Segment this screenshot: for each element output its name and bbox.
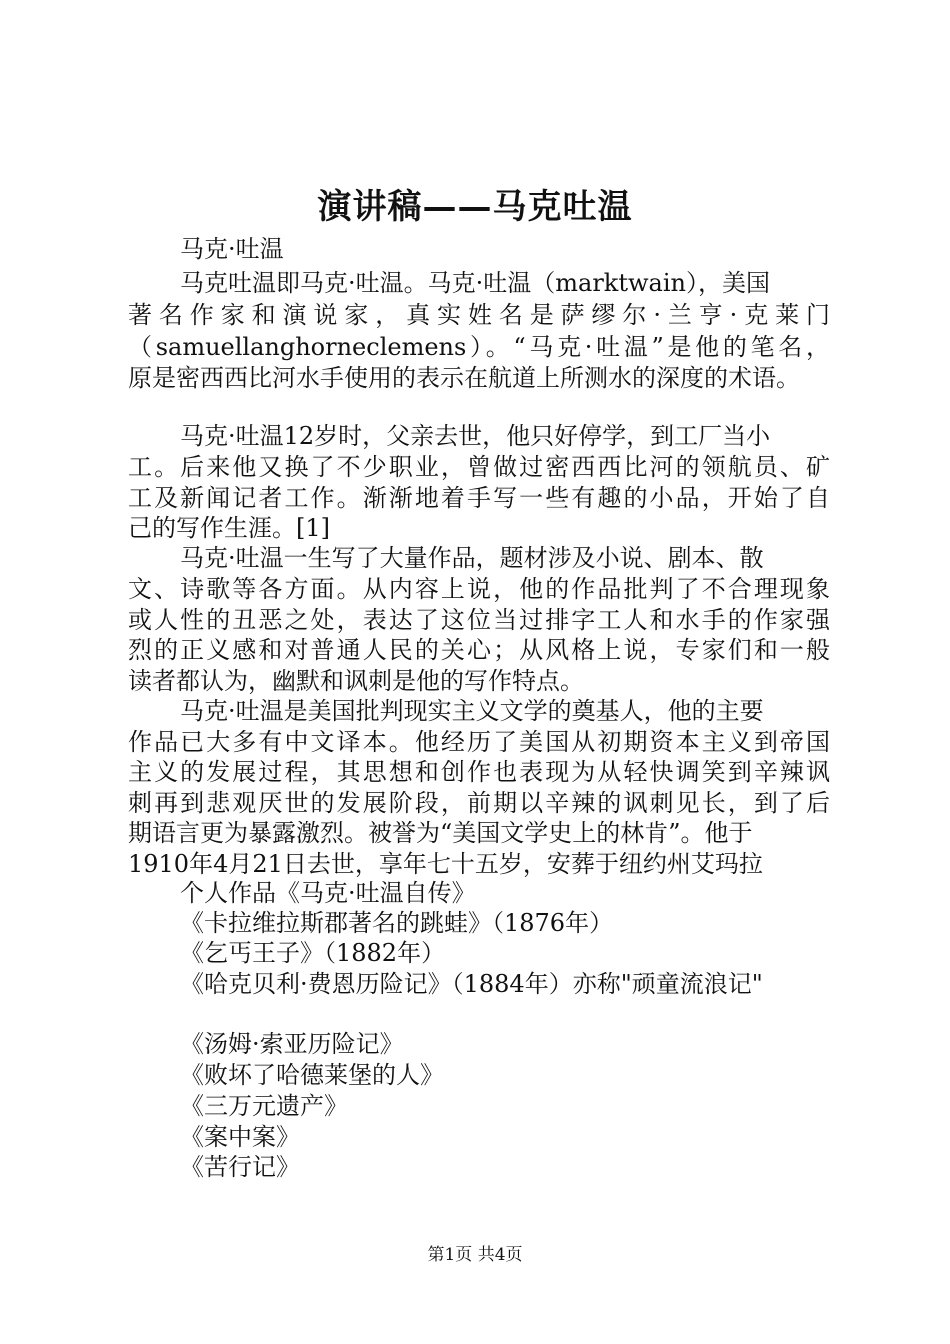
works-item: 《案中案》	[180, 1123, 300, 1151]
paragraph-line: 主义的发展过程，其思想和创作也表现为从轻快调笑到辛辣讽	[128, 758, 830, 786]
works-item: 《乞丐王子》（1882年）	[180, 939, 446, 967]
paragraph-line: 工及新闻记者工作。渐渐地着手写一些有趣的小品，开始了自	[128, 484, 830, 512]
paragraph-line: 烈的正义感和对普通人民的关心；从风格上说，专家们和一般	[128, 636, 830, 664]
paragraph-line: 工。后来他又换了不少职业，曾做过密西西比河的领航员、矿	[128, 453, 830, 481]
works-item: 《卡拉维拉斯郡著名的跳蛙》（1876年）	[180, 909, 614, 937]
document-subtitle: 马克·吐温	[180, 235, 284, 263]
paragraph-line: 马克吐温即马克·吐温。马克·吐温（marktwain），美国	[180, 269, 770, 297]
paragraph-line: 著名作家和演说家，真实姓名是萨缪尔·兰亨·克莱门	[128, 301, 830, 329]
paragraph-line: 1910年4月21日去世，享年七十五岁，安葬于纽约州艾玛拉	[128, 850, 763, 878]
paragraph-line: 马克·吐温12岁时，父亲去世，他只好停学，到工厂当小	[180, 422, 771, 450]
paragraph-line: 期语言更为暴露激烈。被誉为“美国文学史上的林肯”。他于	[128, 819, 753, 847]
page-footer: 第1页 共4页	[427, 1245, 523, 1265]
paragraph-line: 马克·吐温一生写了大量作品，题材涉及小说、剧本、散	[180, 544, 764, 572]
paragraph-line: 原是密西西比河水手使用的表示在航道上所测水的深度的术语。	[128, 364, 800, 392]
paragraph-line: 刺再到悲观厌世的发展阶段，前期以辛辣的讽刺见长，到了后	[128, 789, 830, 817]
works-item: 《汤姆·索亚历险记》	[180, 1030, 404, 1058]
works-item: 《三万元遗产》	[180, 1092, 348, 1120]
paragraph-line: 读者都认为，幽默和讽刺是他的写作特点。	[128, 667, 584, 695]
paragraph-line: （samuellanghorneclemens）。“马克·吐温”是他的笔名，	[128, 333, 830, 361]
paragraph-line: 马克·吐温是美国批判现实主义文学的奠基人，他的主要	[180, 697, 764, 725]
document-title: 演讲稿——马克吐温	[317, 187, 633, 227]
works-item: 个人作品《马克·吐温自传》	[180, 879, 476, 907]
paragraph-line: 作品已大多有中文译本。他经历了美国从初期资本主义到帝国	[128, 728, 830, 756]
paragraph-line: 己的写作生涯。[1]	[128, 514, 330, 542]
works-item: 《败坏了哈德莱堡的人》	[180, 1061, 444, 1089]
works-item: 《苦行记》	[180, 1153, 300, 1181]
paragraph-line: 或人性的丑恶之处，表达了这位当过排字工人和水手的作家强	[128, 606, 830, 634]
paragraph-line: 文、诗歌等各方面。从内容上说，他的作品批判了不合理现象	[128, 575, 830, 603]
works-item: 《哈克贝利·费恩历险记》（1884年）亦称"顽童流浪记"	[180, 970, 763, 998]
